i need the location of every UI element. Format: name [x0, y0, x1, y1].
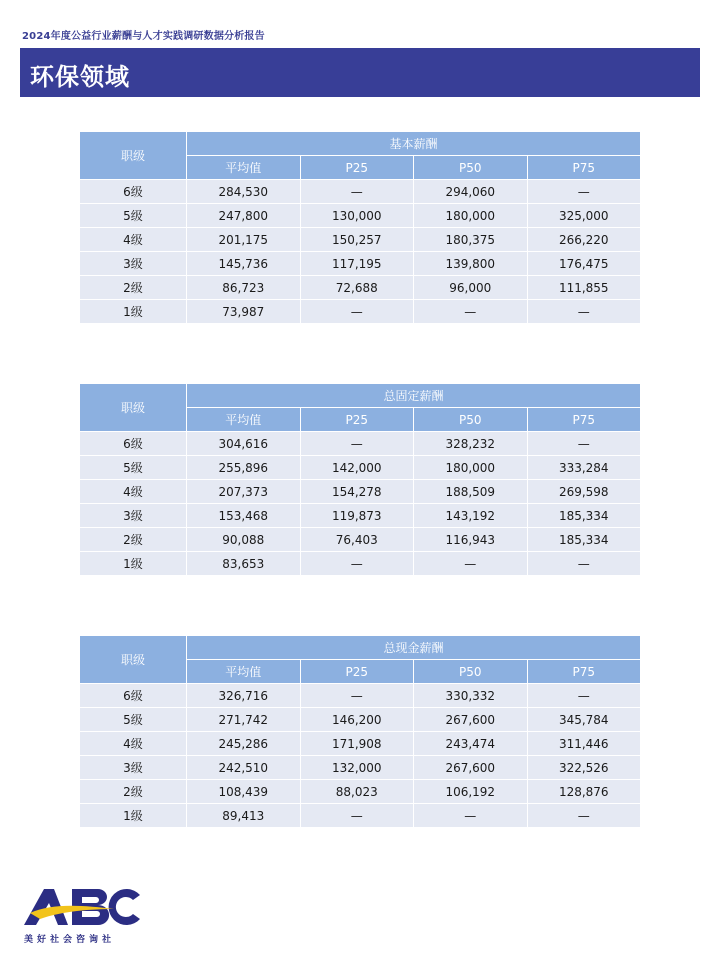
level-cell: 3级 — [80, 756, 187, 780]
value-cell: 130,000 — [300, 204, 414, 228]
level-cell: 6级 — [80, 684, 187, 708]
value-cell: 108,439 — [187, 780, 301, 804]
value-cell: 325,000 — [527, 204, 641, 228]
value-cell: 328,232 — [414, 432, 528, 456]
value-cell: — — [527, 684, 641, 708]
table-row — [80, 432, 641, 456]
value-cell: 267,600 — [414, 708, 528, 732]
value-cell: — — [414, 300, 528, 324]
value-cell: 245,286 — [187, 732, 301, 756]
table-row — [80, 276, 641, 300]
value-cell: 180,375 — [414, 228, 528, 252]
value-cell: — — [300, 432, 414, 456]
level-header: 职级 — [80, 132, 187, 180]
value-cell: 106,192 — [414, 780, 528, 804]
table-row — [80, 480, 641, 504]
table-row — [80, 756, 641, 780]
level-cell: 4级 — [80, 732, 187, 756]
table-body — [80, 180, 641, 324]
column-header: P75 — [527, 660, 641, 684]
logo-letter-c — [109, 889, 140, 925]
level-cell: 4级 — [80, 228, 187, 252]
level-cell: 1级 — [80, 552, 187, 576]
level-header: 职级 — [80, 636, 187, 684]
group-title: 总固定薪酬 — [187, 384, 641, 408]
value-cell: 294,060 — [414, 180, 528, 204]
value-cell: — — [414, 804, 528, 828]
value-cell: 72,688 — [300, 276, 414, 300]
value-cell: 146,200 — [300, 708, 414, 732]
table-row — [80, 780, 641, 804]
group-title: 基本薪酬 — [187, 132, 641, 156]
value-cell: 150,257 — [300, 228, 414, 252]
value-cell: 86,723 — [187, 276, 301, 300]
value-cell: — — [527, 432, 641, 456]
section-banner — [20, 48, 700, 97]
table-row — [80, 204, 641, 228]
value-cell: 247,800 — [187, 204, 301, 228]
salary-table-cash — [79, 635, 641, 828]
value-cell: 142,000 — [300, 456, 414, 480]
section-title: 环保领域 — [30, 63, 130, 91]
value-cell: — — [527, 804, 641, 828]
column-header: 平均值 — [187, 660, 301, 684]
value-cell: — — [300, 804, 414, 828]
value-cell: 117,195 — [300, 252, 414, 276]
column-header: P25 — [300, 408, 414, 432]
value-cell: 271,742 — [187, 708, 301, 732]
value-cell: — — [414, 552, 528, 576]
level-cell: 3级 — [80, 252, 187, 276]
value-cell: 269,598 — [527, 480, 641, 504]
value-cell: 242,510 — [187, 756, 301, 780]
column-header: 平均值 — [187, 156, 301, 180]
salary-table-fixed — [79, 383, 641, 576]
level-cell: 2级 — [80, 528, 187, 552]
value-cell: 188,509 — [414, 480, 528, 504]
column-header: P75 — [527, 408, 641, 432]
value-cell: 185,334 — [527, 504, 641, 528]
table-row — [80, 456, 641, 480]
value-cell: 76,403 — [300, 528, 414, 552]
column-header: 平均值 — [187, 408, 301, 432]
table-row — [80, 552, 641, 576]
table-row — [80, 684, 641, 708]
value-cell: 153,468 — [187, 504, 301, 528]
value-cell: 132,000 — [300, 756, 414, 780]
value-cell: 83,653 — [187, 552, 301, 576]
value-cell: 345,784 — [527, 708, 641, 732]
value-cell: 139,800 — [414, 252, 528, 276]
level-cell: 6级 — [80, 180, 187, 204]
level-cell: 6级 — [80, 432, 187, 456]
table-row — [80, 732, 641, 756]
level-header: 职级 — [80, 384, 187, 432]
value-cell: 267,600 — [414, 756, 528, 780]
value-cell: 90,088 — [187, 528, 301, 552]
value-cell: 243,474 — [414, 732, 528, 756]
table-row — [80, 300, 641, 324]
value-cell: 128,876 — [527, 780, 641, 804]
table-row — [80, 504, 641, 528]
value-cell: 185,334 — [527, 528, 641, 552]
value-cell: 333,284 — [527, 456, 641, 480]
table-body — [80, 432, 641, 576]
value-cell: 154,278 — [300, 480, 414, 504]
value-cell: — — [527, 300, 641, 324]
table-row — [80, 180, 641, 204]
value-cell: 207,373 — [187, 480, 301, 504]
level-cell: 4级 — [80, 480, 187, 504]
value-cell: 284,530 — [187, 180, 301, 204]
level-cell: 3级 — [80, 504, 187, 528]
column-header: P50 — [414, 156, 528, 180]
value-cell: 96,000 — [414, 276, 528, 300]
table-row — [80, 228, 641, 252]
column-header: P25 — [300, 156, 414, 180]
value-cell: — — [300, 552, 414, 576]
value-cell: 330,332 — [414, 684, 528, 708]
value-cell: 171,908 — [300, 732, 414, 756]
table-row — [80, 708, 641, 732]
level-cell: 5级 — [80, 708, 187, 732]
value-cell: 255,896 — [187, 456, 301, 480]
salary-table-basic — [79, 131, 641, 324]
level-cell: 2级 — [80, 276, 187, 300]
value-cell: — — [300, 300, 414, 324]
value-cell: 143,192 — [414, 504, 528, 528]
value-cell: 145,736 — [187, 252, 301, 276]
column-header: P50 — [414, 660, 528, 684]
value-cell: — — [300, 180, 414, 204]
value-cell: 311,446 — [527, 732, 641, 756]
level-cell: 5级 — [80, 204, 187, 228]
report-title: 2024年度公益行业薪酬与人才实践调研数据分析报告 — [22, 31, 265, 42]
value-cell: 326,716 — [187, 684, 301, 708]
value-cell: 88,023 — [300, 780, 414, 804]
column-header: P50 — [414, 408, 528, 432]
value-cell: 201,175 — [187, 228, 301, 252]
value-cell: 89,413 — [187, 804, 301, 828]
table-row — [80, 252, 641, 276]
logo-caption: 美好社会咨询社 — [24, 935, 116, 945]
table-row — [80, 528, 641, 552]
group-title: 总现金薪酬 — [187, 636, 641, 660]
value-cell: 322,526 — [527, 756, 641, 780]
value-cell: 266,220 — [527, 228, 641, 252]
value-cell: — — [527, 180, 641, 204]
table-row — [80, 804, 641, 828]
value-cell: 116,943 — [414, 528, 528, 552]
column-header: P25 — [300, 660, 414, 684]
level-cell: 1级 — [80, 804, 187, 828]
value-cell: 119,873 — [300, 504, 414, 528]
value-cell: 176,475 — [527, 252, 641, 276]
value-cell: 111,855 — [527, 276, 641, 300]
level-cell: 1级 — [80, 300, 187, 324]
value-cell: 180,000 — [414, 204, 528, 228]
value-cell: 73,987 — [187, 300, 301, 324]
level-cell: 2级 — [80, 780, 187, 804]
value-cell: 304,616 — [187, 432, 301, 456]
table-body — [80, 684, 641, 828]
level-cell: 5级 — [80, 456, 187, 480]
column-header: P75 — [527, 156, 641, 180]
value-cell: — — [527, 552, 641, 576]
value-cell: — — [300, 684, 414, 708]
value-cell: 180,000 — [414, 456, 528, 480]
